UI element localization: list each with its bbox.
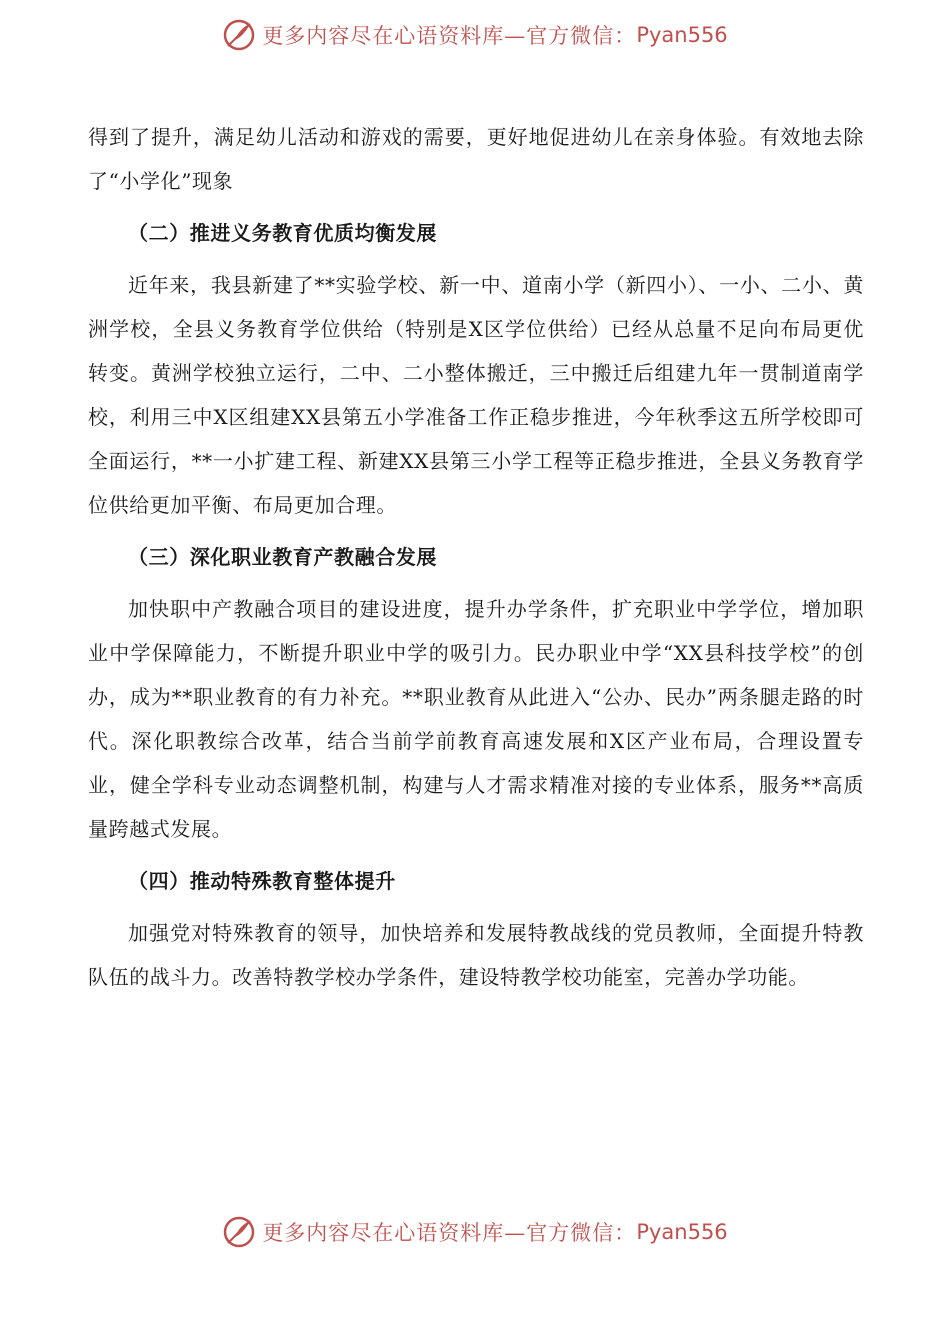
section-paragraph-3: 加快职中产教融合项目的建设进度，提升办学条件，扩充职业中学学位，增加职业中学保障能力，不断提升职业中学的吸引力。民办职业中学“XX县科技学校”的创办，成为**职业教育的有力补充。**职业教育从此进入“公办、民办”两条腿走路的时代。深化职教综合改革，结合当前学前教育高速发展和X区产业布局，合理设置专业，健全学科专业动态调整机制，构建与人才需求精准对接的专业体系，服务**高质量跨越式发展。 — [88, 597, 864, 841]
section-paragraph-2: 近年来，我县新建了**实验学校、新一中、道南小学（新四小）、一小、二小、黄洲学校，全县义务教育学位供给（特别是X区学位供给）已经从总量不足向布局更优转变。黄洲学校独立运行，二中、二小整体搬迁，三中搬迁后组建九年一贯制道南学校，利用三中X区组建XX县第五小学准备工作正稳步推进，今年秋季这五所学校即可全面运行，**一小扩建工程、新建XX县第三小学工程等正稳步推进，全县义务教育学位供给更加平衡、布局更加合理。 — [88, 273, 864, 517]
document-body — [88, 115, 864, 999]
feather-logo-icon — [222, 1215, 256, 1249]
footer-banner — [0, 1212, 950, 1252]
header-wechat-id: Pyan556 — [636, 23, 728, 47]
header-banner-text: 更多内容尽在心语资料库—官方微信： — [262, 24, 637, 48]
feather-logo-icon — [222, 18, 256, 52]
section-heading-2: （二）推进义务教育优质均衡发展 — [128, 221, 437, 245]
footer-banner-text: 更多内容尽在心语资料库—官方微信： — [262, 1221, 637, 1245]
header-banner — [0, 15, 950, 55]
footer-wechat-id: Pyan556 — [636, 1220, 728, 1244]
section-heading-3: （三）深化职业教育产教融合发展 — [128, 545, 437, 569]
section-heading-4: （四）推动特殊教育整体提升 — [128, 869, 396, 893]
intro-paragraph: 得到了提升，满足幼儿活动和游戏的需要，更好地促进幼儿在亲身体验。有效地去除了“小学化”现象 — [88, 125, 864, 193]
section-paragraph-4: 加强党对特殊教育的领导，加快培养和发展特教战线的党员教师，全面提升特教队伍的战斗力。改善特教学校办学条件，建设特教学校功能室，完善办学功能。 — [88, 921, 864, 989]
